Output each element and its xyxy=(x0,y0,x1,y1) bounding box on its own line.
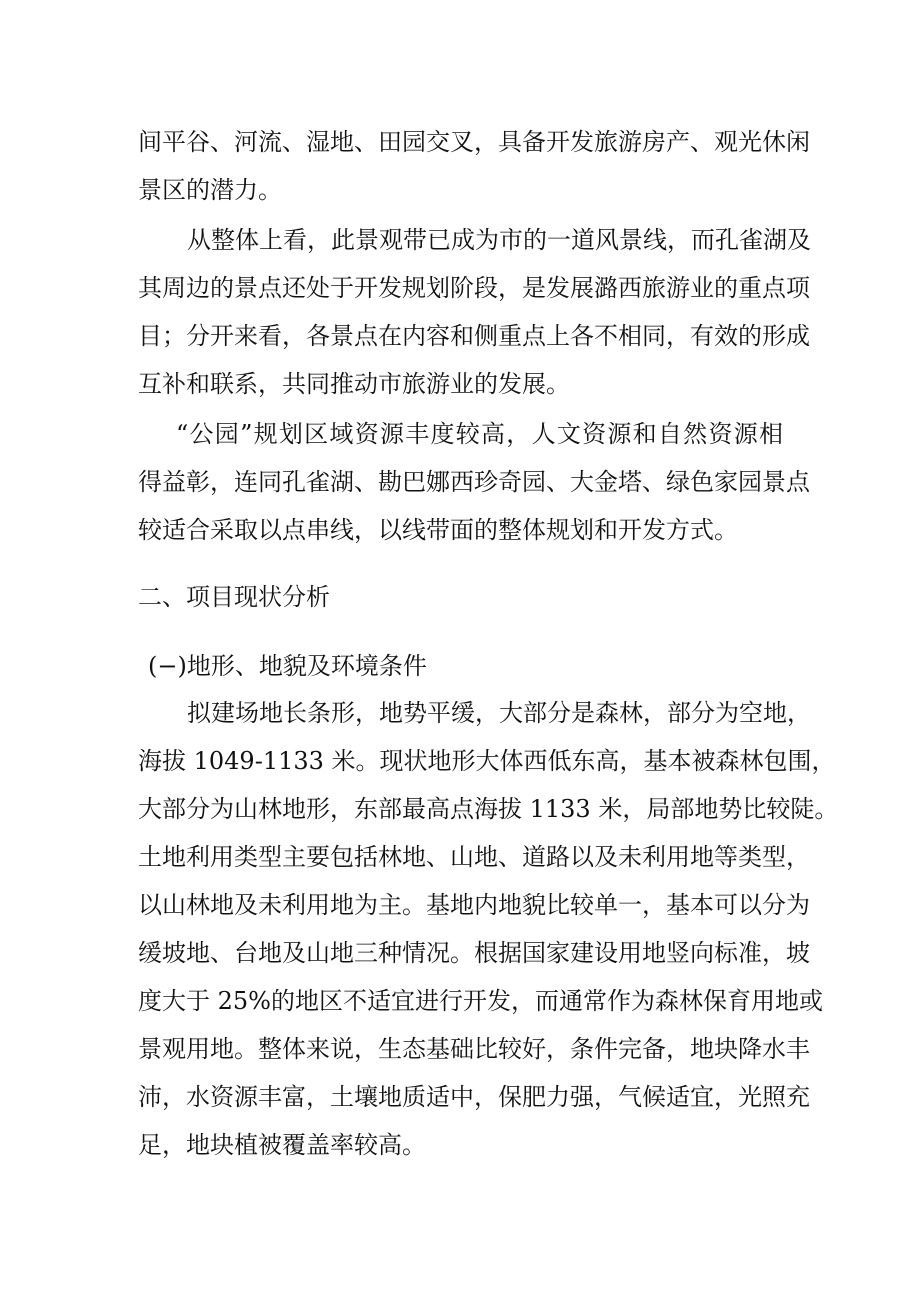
paragraph-2-line-4: 互补和联系，共同推动市旅游业的发展。 xyxy=(138,370,570,398)
paragraph-2-line-2: 其周边的景点还处于开发规划阶段，是发展潞西旅游业的重点项 xyxy=(138,274,810,302)
paragraph-3-line-2: 得益彰，连同孔雀湖、勘巴娜西珍奇园、大金塔、绿色家园景点 xyxy=(138,468,810,496)
paragraph-1-line-1: 间平谷、河流、湿地、田园交叉，具备开发旅游房产、观光休闲 xyxy=(138,128,810,156)
paragraph-4-line-7: 度大于 25%的地区不适宜进行开发，而通常作为森林保育用地或 xyxy=(138,987,823,1015)
paragraph-4-line-9: 沛，水资源丰富，土壤地质适中，保肥力强，气候适宜，光照充 xyxy=(138,1083,810,1111)
paragraph-4-line-4: 土地利用类型主要包括林地、山地、道路以及未利用地等类型， xyxy=(138,843,810,871)
paragraph-1-line-2: 景区的潜力。 xyxy=(138,176,282,204)
paragraph-4-line-2: 海拔 1049-1133 米。现状地形大体西低东高，基本被森林包围， xyxy=(138,747,836,775)
paragraph-2-line-3: 目；分开来看，各景点在内容和侧重点上各不相同，有效的形成 xyxy=(138,322,810,350)
paragraph-4-line-6: 缓坡地、台地及山地三种情况。根据国家建设用地竖向标准，坡 xyxy=(138,939,810,967)
paragraph-4-line-10: 足，地块植被覆盖率较高。 xyxy=(138,1131,426,1159)
paragraph-4-line-8: 景观用地。整体来说，生态基础比较好，条件完备，地块降水丰 xyxy=(138,1035,810,1063)
section-heading: 二、项目现状分析 xyxy=(138,583,330,611)
paragraph-3-line-3: 较适合采取以点串线，以线带面的整体规划和开发方式。 xyxy=(138,516,738,544)
paragraph-3-line-1: “公园”规划区域资源丰度较高，人文资源和自然资源相 xyxy=(176,420,783,448)
paragraph-4-line-1: 拟建场地长条形，地势平缓，大部分是森林，部分为空地， xyxy=(187,699,811,727)
paragraph-4-line-5: 以山林地及未利用地为主。基地内地貌比较单一，基本可以分为 xyxy=(138,891,810,919)
paragraph-2-line-1: 从整体上看，此景观带已成为市的一道风景线，而孔雀湖及 xyxy=(187,226,811,254)
paragraph-4-line-3: 大部分为山林地形，东部最高点海拔 1133 米，局部地势比较陡。 xyxy=(138,795,839,823)
subsection-heading: (−)地形、地貌及环境条件 xyxy=(148,652,427,680)
